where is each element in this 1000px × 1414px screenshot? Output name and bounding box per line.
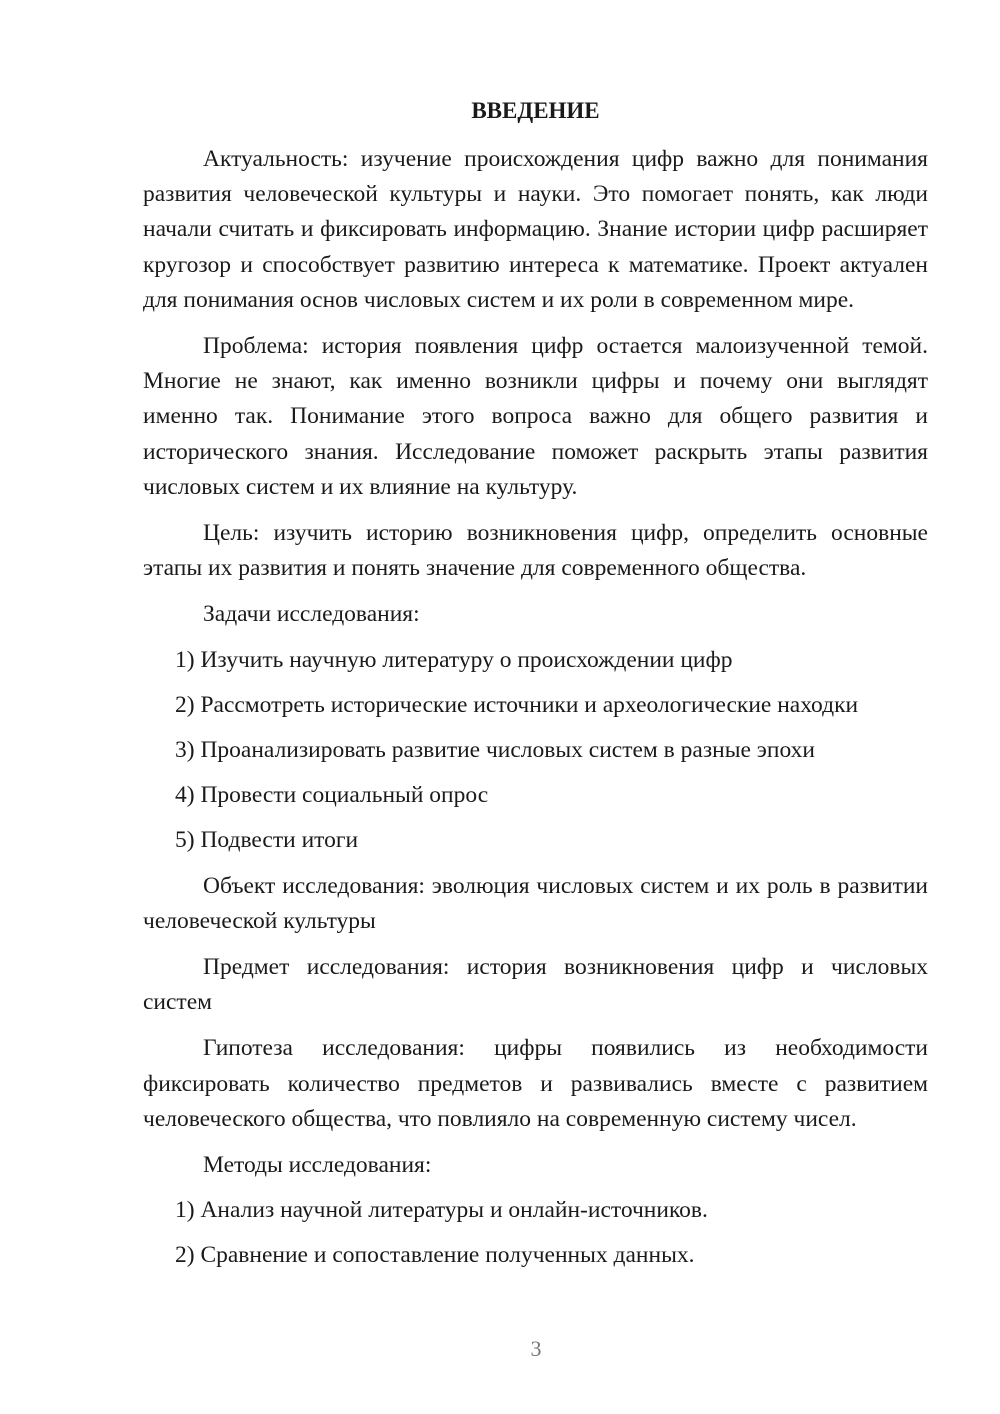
page-number: 3 — [530, 1336, 542, 1361]
methods-heading: Методы исследования: — [203, 1152, 432, 1179]
task-item: 3) Проанализировать развитие числовых систем в разные эпохи — [175, 737, 815, 764]
relevance-paragraph: Актуальность: изучение происхождения цифр важно для понимания развития человеческой культуры и науки. Это помогает понять, как люди начали считать и фиксировать информацию. Знание истории цифр расширяет кругозор и способствует развитию интереса к математике. Проект актуален для понимания основ числовых систем и их роли в современном мире. — [143, 146, 928, 313]
page-content — [143, 97, 928, 1284]
goal-paragraph: Цель: изучить историю возникновения цифр, определить основные этапы их развития и понять значение для современного общества. — [143, 520, 928, 582]
task-item: 4) Провести социальный опрос — [175, 782, 489, 809]
method-item: 1) Анализ научной литературы и онлайн-источников. — [175, 1197, 708, 1224]
hypothesis-paragraph: Гипотеза исследования: цифры появились из необходимости фиксировать количество предметов и развивались вместе с развитием человеческого общества, что повлияло на современную систему чисел. — [143, 1035, 928, 1132]
task-item: 1) Изучить научную литературу о происхождении цифр — [175, 646, 733, 673]
task-item: 5) Подвести итоги — [175, 827, 359, 854]
task-item: 2) Рассмотреть исторические источники и археологические находки — [175, 691, 859, 718]
tasks-heading: Задачи исследования: — [203, 601, 420, 628]
page-title: ВВЕДЕНИЕ — [471, 98, 600, 123]
subject-paragraph: Предмет исследования: история возникновения цифр и числовых систем — [143, 954, 928, 1016]
problem-paragraph: Проблема: история появления цифр остается малоизученной темой. Многие не знают, как именно возникли цифры и почему они выглядят именно так. Понимание этого вопроса важно для общего развития и исторического знания. Исследование поможет раскрыть этапы развития числовых систем и их влияние на культуру. — [143, 333, 928, 500]
object-paragraph: Объект исследования: эволюция числовых систем и их роль в развитии человеческой культуры — [143, 872, 928, 934]
method-item: 2) Сравнение и сопоставление полученных данных. — [175, 1242, 695, 1269]
